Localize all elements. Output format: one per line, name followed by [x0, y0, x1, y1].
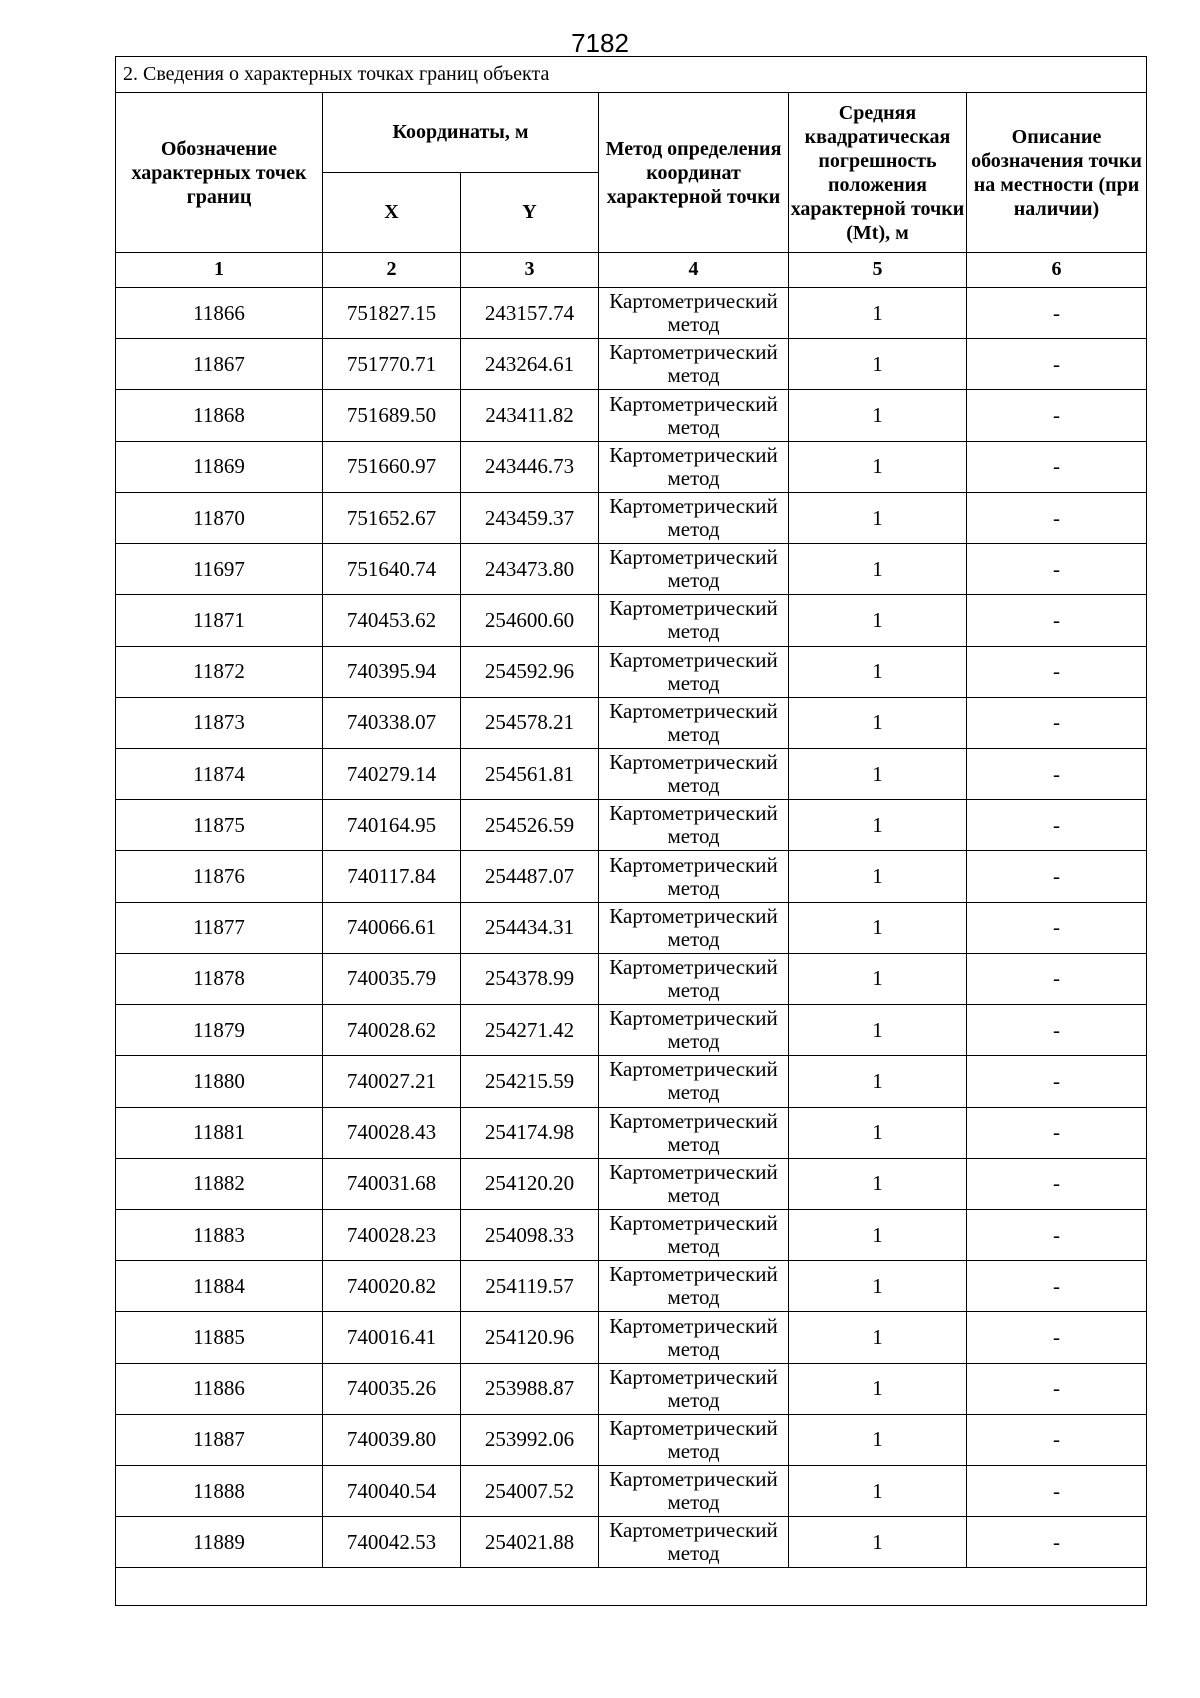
point-id: 11880: [116, 1056, 323, 1107]
method: Картометрический метод: [599, 748, 789, 799]
coord-y: 243473.80: [461, 544, 599, 595]
table-row: [116, 1261, 1147, 1312]
column-numbers-row: [116, 252, 1147, 287]
description: -: [967, 544, 1147, 595]
mt-error: 1: [789, 390, 967, 441]
header-error: Средняя квадратическая погрешность положения характерной точки (Mt), м: [789, 93, 967, 253]
header-method: Метод определения координат характерной точки: [599, 93, 789, 253]
mt-error: 1: [789, 1005, 967, 1056]
table-row: [116, 595, 1147, 646]
mt-error: 1: [789, 492, 967, 543]
point-id: 11697: [116, 544, 323, 595]
mt-error: 1: [789, 800, 967, 851]
mt-error: 1: [789, 1312, 967, 1363]
mt-error: 1: [789, 851, 967, 902]
method: Картометрический метод: [599, 544, 789, 595]
table-row: [116, 339, 1147, 390]
coord-x: 740279.14: [323, 748, 461, 799]
description: -: [967, 1107, 1147, 1158]
description: -: [967, 800, 1147, 851]
coord-y: 243411.82: [461, 390, 599, 441]
method: Картометрический метод: [599, 902, 789, 953]
description: -: [967, 1466, 1147, 1517]
coord-y: 254578.21: [461, 697, 599, 748]
mt-error: 1: [789, 697, 967, 748]
method: Картометрический метод: [599, 953, 789, 1004]
coord-x: 740031.68: [323, 1158, 461, 1209]
mt-error: 1: [789, 953, 967, 1004]
point-id: 11877: [116, 902, 323, 953]
coord-x: 740039.80: [323, 1414, 461, 1465]
table-row: [116, 1107, 1147, 1158]
method: Картометрический метод: [599, 390, 789, 441]
table-row: [116, 1466, 1147, 1517]
method: Картометрический метод: [599, 595, 789, 646]
description: -: [967, 1209, 1147, 1260]
method: Картометрический метод: [599, 1209, 789, 1260]
point-id: 11868: [116, 390, 323, 441]
coord-x: 740035.79: [323, 953, 461, 1004]
mt-error: 1: [789, 339, 967, 390]
point-id: 11881: [116, 1107, 323, 1158]
coord-y: 254098.33: [461, 1209, 599, 1260]
point-id: 11867: [116, 339, 323, 390]
description: -: [967, 1414, 1147, 1465]
method: Картометрический метод: [599, 1107, 789, 1158]
coord-y: 254526.59: [461, 800, 599, 851]
point-id: 11875: [116, 800, 323, 851]
table-row: [116, 800, 1147, 851]
coord-y: 253988.87: [461, 1363, 599, 1414]
point-id: 11878: [116, 953, 323, 1004]
coord-x: 740027.21: [323, 1056, 461, 1107]
coord-y: 254021.88: [461, 1517, 599, 1568]
coord-x: 740020.82: [323, 1261, 461, 1312]
coord-y: 254174.98: [461, 1107, 599, 1158]
method: Картометрический метод: [599, 1363, 789, 1414]
table-row: [116, 390, 1147, 441]
coord-x: 740066.61: [323, 902, 461, 953]
method: Картометрический метод: [599, 1466, 789, 1517]
method: Картометрический метод: [599, 800, 789, 851]
coord-x: 740338.07: [323, 697, 461, 748]
mt-error: 1: [789, 288, 967, 339]
coord-x: 740117.84: [323, 851, 461, 902]
description: -: [967, 390, 1147, 441]
column-number: 2: [323, 252, 461, 287]
coord-x: 740453.62: [323, 595, 461, 646]
coord-y: 243264.61: [461, 339, 599, 390]
mt-error: 1: [789, 1517, 967, 1568]
method: Картометрический метод: [599, 1158, 789, 1209]
mt-error: 1: [789, 544, 967, 595]
description: -: [967, 851, 1147, 902]
header-designation: Обозначение характерных точек границ: [116, 93, 323, 253]
description: -: [967, 748, 1147, 799]
point-id: 11873: [116, 697, 323, 748]
coord-y: 254561.81: [461, 748, 599, 799]
point-id: 11883: [116, 1209, 323, 1260]
mt-error: 1: [789, 1056, 967, 1107]
description: -: [967, 1005, 1147, 1056]
boundary-points-table: [115, 56, 1147, 1606]
table-row: [116, 1517, 1147, 1568]
table-row: [116, 492, 1147, 543]
empty-cell: [116, 1568, 1147, 1606]
description: -: [967, 288, 1147, 339]
mt-error: 1: [789, 902, 967, 953]
description: -: [967, 595, 1147, 646]
page-number: 7182: [571, 28, 629, 58]
table-row: [116, 1363, 1147, 1414]
mt-error: 1: [789, 646, 967, 697]
column-number: 3: [461, 252, 599, 287]
description: -: [967, 697, 1147, 748]
table-row: [116, 697, 1147, 748]
coord-y: 254120.96: [461, 1312, 599, 1363]
table-row: [116, 902, 1147, 953]
column-number: 4: [599, 252, 789, 287]
table-row: [116, 1158, 1147, 1209]
coord-y: 254600.60: [461, 595, 599, 646]
header-coordinates: Координаты, м: [323, 93, 599, 172]
coord-y: 254592.96: [461, 646, 599, 697]
point-id: 11879: [116, 1005, 323, 1056]
coord-x: 740028.43: [323, 1107, 461, 1158]
column-number: 1: [116, 252, 323, 287]
point-id: 11866: [116, 288, 323, 339]
point-id: 11869: [116, 441, 323, 492]
description: -: [967, 1261, 1147, 1312]
coord-x: 751689.50: [323, 390, 461, 441]
point-id: 11886: [116, 1363, 323, 1414]
mt-error: 1: [789, 748, 967, 799]
description: -: [967, 339, 1147, 390]
mt-error: 1: [789, 1209, 967, 1260]
coord-y: 254120.20: [461, 1158, 599, 1209]
method: Картометрический метод: [599, 441, 789, 492]
method: Картометрический метод: [599, 1312, 789, 1363]
coord-y: 254487.07: [461, 851, 599, 902]
column-number: 5: [789, 252, 967, 287]
mt-error: 1: [789, 441, 967, 492]
coord-x: 751652.67: [323, 492, 461, 543]
coord-x: 751660.97: [323, 441, 461, 492]
table-row: [116, 953, 1147, 1004]
table-row: [116, 646, 1147, 697]
table-row: [116, 1209, 1147, 1260]
description: -: [967, 492, 1147, 543]
mt-error: 1: [789, 1414, 967, 1465]
coord-y: 243446.73: [461, 441, 599, 492]
method: Картометрический метод: [599, 1414, 789, 1465]
point-id: 11874: [116, 748, 323, 799]
table-row: [116, 1005, 1147, 1056]
description: -: [967, 1056, 1147, 1107]
coord-x: 740028.23: [323, 1209, 461, 1260]
coord-y: 254119.57: [461, 1261, 599, 1312]
point-id: 11872: [116, 646, 323, 697]
coord-y: 254378.99: [461, 953, 599, 1004]
empty-row: [116, 1568, 1147, 1606]
method: Картометрический метод: [599, 492, 789, 543]
coord-x: 740164.95: [323, 800, 461, 851]
coord-y: 254271.42: [461, 1005, 599, 1056]
description: -: [967, 953, 1147, 1004]
point-id: 11884: [116, 1261, 323, 1312]
header-y: Y: [461, 172, 599, 252]
point-id: 11882: [116, 1158, 323, 1209]
header-description: Описание обозначения точки на местности (при наличии): [967, 93, 1147, 253]
mt-error: 1: [789, 1107, 967, 1158]
coord-x: 740035.26: [323, 1363, 461, 1414]
mt-error: 1: [789, 1466, 967, 1517]
coord-y: 243157.74: [461, 288, 599, 339]
method: Картометрический метод: [599, 288, 789, 339]
method: Картометрический метод: [599, 646, 789, 697]
description: -: [967, 646, 1147, 697]
coord-x: 740016.41: [323, 1312, 461, 1363]
coord-y: 243459.37: [461, 492, 599, 543]
mt-error: 1: [789, 1363, 967, 1414]
table-row: [116, 1312, 1147, 1363]
coord-x: 740028.62: [323, 1005, 461, 1056]
point-id: 11889: [116, 1517, 323, 1568]
description: -: [967, 902, 1147, 953]
point-id: 11888: [116, 1466, 323, 1517]
coord-y: 254007.52: [461, 1466, 599, 1517]
point-id: 11876: [116, 851, 323, 902]
table-row: [116, 748, 1147, 799]
coord-x: 740042.53: [323, 1517, 461, 1568]
coord-y: 253992.06: [461, 1414, 599, 1465]
description: -: [967, 1158, 1147, 1209]
point-id: 11870: [116, 492, 323, 543]
column-number: 6: [967, 252, 1147, 287]
method: Картометрический метод: [599, 1005, 789, 1056]
point-id: 11887: [116, 1414, 323, 1465]
mt-error: 1: [789, 595, 967, 646]
description: -: [967, 1363, 1147, 1414]
table-row: [116, 851, 1147, 902]
description: -: [967, 1517, 1147, 1568]
mt-error: 1: [789, 1261, 967, 1312]
coord-y: 254215.59: [461, 1056, 599, 1107]
method: Картометрический метод: [599, 1261, 789, 1312]
method: Картометрический метод: [599, 339, 789, 390]
table-row: [116, 1414, 1147, 1465]
table-row: [116, 441, 1147, 492]
coord-x: 751640.74: [323, 544, 461, 595]
method: Картометрический метод: [599, 1517, 789, 1568]
header-x: X: [323, 172, 461, 252]
table-row: [116, 1056, 1147, 1107]
coord-x: 751827.15: [323, 288, 461, 339]
table-row: [116, 544, 1147, 595]
mt-error: 1: [789, 1158, 967, 1209]
coord-y: 254434.31: [461, 902, 599, 953]
coord-x: 751770.71: [323, 339, 461, 390]
method: Картометрический метод: [599, 851, 789, 902]
description: -: [967, 441, 1147, 492]
coord-x: 740040.54: [323, 1466, 461, 1517]
coord-x: 740395.94: [323, 646, 461, 697]
section-title: 2. Сведения о характерных точках границ объекта: [116, 57, 1147, 93]
method: Картометрический метод: [599, 697, 789, 748]
point-id: 11885: [116, 1312, 323, 1363]
point-id: 11871: [116, 595, 323, 646]
table-row: [116, 288, 1147, 339]
method: Картометрический метод: [599, 1056, 789, 1107]
description: -: [967, 1312, 1147, 1363]
